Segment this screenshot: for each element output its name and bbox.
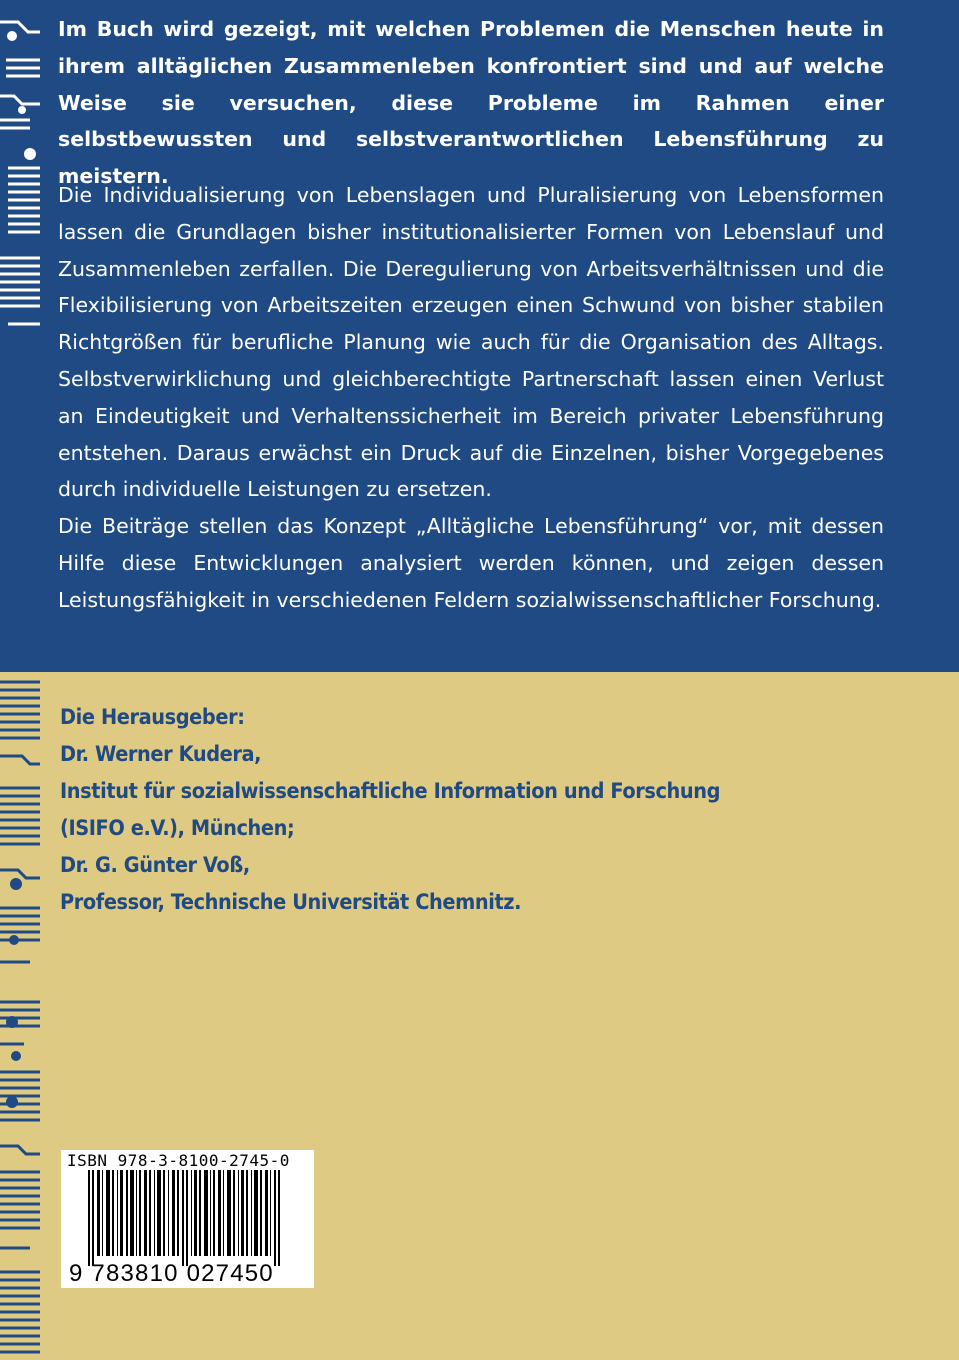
editor-line: Institut für sozialwissenschaftliche Information und Forschung <box>60 779 721 804</box>
body-paragraph-2 <box>58 508 884 618</box>
editor-line: Dr. Werner Kudera, <box>60 742 262 767</box>
body-paragraph-1 <box>58 177 884 508</box>
isbn-barcode <box>61 1150 314 1288</box>
editor-line: Professor, Technische Universität Chemnitz. <box>60 890 522 915</box>
circuit-pattern-bottom <box>0 672 46 1360</box>
intro-paragraph <box>58 11 884 195</box>
editors-block <box>60 699 720 921</box>
isbn-label: ISBN 978-3-8100-2745-0 <box>67 1151 290 1170</box>
circuit-pattern-top <box>0 0 46 672</box>
editor-line: Dr. G. Günter Voß, <box>60 853 250 878</box>
intro-text: Im Buch wird gezeigt, mit welchen Problemen die Menschen heute in ihrem alltäglichen Zusammenleben konfrontiert sind und auf welche Weise sie versuchen, diese Probleme im Rahmen einer selbstbewussten und selbstverantwortlichen Lebensführung zu meistern. <box>58 17 884 189</box>
body-text-2: Die Beiträge stellen das Konzept „Alltägliche Lebensführung“ vor, mit dessen Hilfe diese Entwicklungen analysiert werden können, und zeigen dessen Leistungsfähigkeit in verschiedenen Feldern sozialwissenschaftlicher Forschung. <box>58 514 884 612</box>
editor-line: (ISIFO e.V.), München; <box>60 816 295 841</box>
body-text-1: Die Individualisierung von Lebenslagen und Pluralisierung von Lebensformen lassen die Grundlagen bisher institutionalisierter Formen von Lebenslauf und Zusammenleben zerfallen. Die Deregulierung von Arbeitsverhältnissen und die Flexibilisierung von Arbeitszeiten erzeugen einen Schwund von bisher stabilen Richtgrößen für berufliche Planung wie auch für die Organisation des Alltags. Selbstverwirklichung und gleichberechtigte Partnerschaft lassen einen Verlust an Eindeutigkeit und Verhaltenssicherheit im Bereich privater Lebensführung entstehen. Daraus erwächst ein Druck auf die Einzelnen, bisher Vorgegebenes durch individuelle Leistungen zu ersetzen. <box>58 183 884 502</box>
editors-heading: Die Herausgeber: <box>60 705 245 730</box>
barcode-digits: 9 783810 027450 <box>69 1260 274 1287</box>
barcode-bars <box>88 1170 288 1266</box>
